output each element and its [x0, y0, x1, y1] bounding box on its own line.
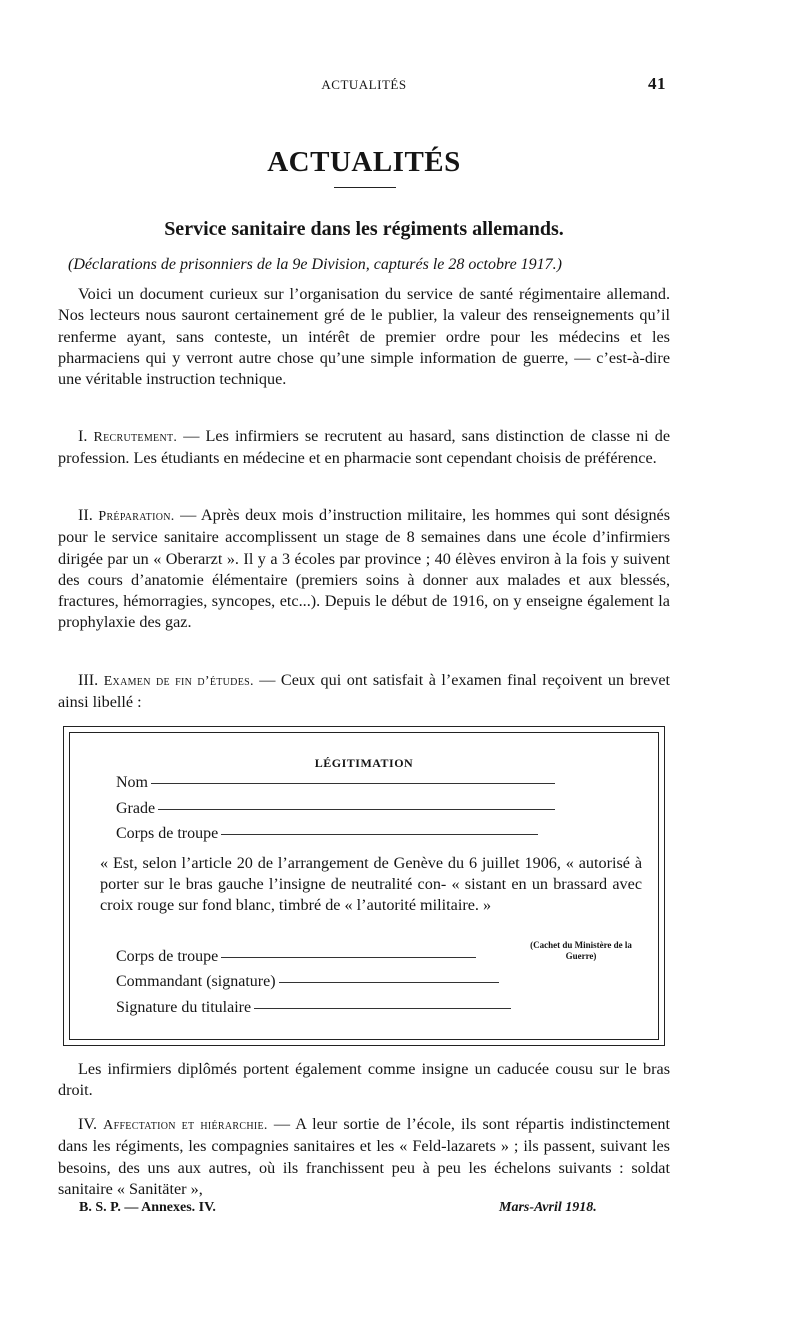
- blank-line: [151, 782, 555, 784]
- article-subtitle: Service sanitaire dans les régiments allemands.: [164, 218, 564, 240]
- section-heading: Recrutement.: [93, 430, 178, 445]
- section-number: IV.: [78, 1115, 98, 1133]
- field-corps: [116, 825, 538, 843]
- field-label: Signature du titulaire: [116, 999, 252, 1016]
- intro-paragraph: [58, 284, 670, 390]
- after-box-paragraph: [58, 1059, 670, 1102]
- section-number: I.: [78, 427, 88, 445]
- field-label: Nom: [116, 774, 148, 791]
- section-preparation: [58, 505, 670, 634]
- footer-right: Mars-Avril 1918.: [499, 1200, 597, 1215]
- section-text: — Ceux qui ont satisfait à l’examen final reçoivent un brevet ainsi libellé :: [58, 671, 671, 712]
- page-number: 41: [648, 74, 666, 93]
- field-grade: [116, 800, 555, 818]
- section-text: — Après deux mois d’instruction militaire, les hommes qui sont désignés pour le service sanitaire accomplissent un stage de 8 semaines dans une école d’infirmiers dirigée par un « Oberarzt ». Il y a 3 écoles par province ; 40 élèves environ à la fois y suivent des cours d’anatomie élémentaire (premiers soins à donner aux malades et aux blessés, fractures, hémorragies, syncopes, etc...). Depuis le début de 1916, on y enseigne également la prophylaxie des gaz.: [58, 506, 671, 632]
- field-commandant: [116, 973, 499, 991]
- cachet-note: (Cachet du Ministère de la Guerre): [530, 940, 632, 961]
- declaration-note: (Déclarations de prisonniers de la 9e Division, capturés le 28 octobre 1917.): [68, 256, 562, 273]
- section-recrutement: [58, 426, 670, 470]
- section-heading: Préparation.: [98, 509, 175, 524]
- field-label: Corps de troupe: [116, 948, 219, 965]
- blank-line: [221, 833, 538, 835]
- blank-line: [158, 808, 555, 810]
- section-text: — Les infirmiers se recrutent au hasard, sans distinction de classe ni de profession. Les étudiants en médecine et en pharmacie sont cependant choisis de préférence.: [58, 427, 671, 468]
- blank-line: [221, 956, 476, 958]
- field-label: Commandant (signature): [116, 973, 276, 990]
- intro-text: Voici un document curieux sur l’organisation du service de santé régimentaire allemand. Nos lecteurs nous sauront certainement gré de le publier, la valeur des renseignements qu’il renferme ayant, sans conteste, un intérêt de premier ordre pour les médecins et les pharmaciens qui y verront autre chose qu’une simple information de guerre, — c’est-à-dire une véritable instruction technique.: [58, 285, 670, 389]
- section-heading: Affectation et hiérarchie.: [103, 1118, 268, 1133]
- certificate-box: [63, 726, 665, 1046]
- certificate-title: LÉGITIMATION: [314, 756, 414, 770]
- section-number: II.: [78, 506, 93, 524]
- field-corps-2: [116, 948, 476, 966]
- section-number: III.: [78, 671, 99, 689]
- after-box-text: Les infirmiers diplômés portent également comme insigne un caducée cousu sur le bras droit.: [58, 1060, 670, 1100]
- field-label: Grade: [116, 800, 156, 817]
- page-title: ACTUALITÉS: [267, 146, 461, 178]
- blank-line: [279, 981, 499, 983]
- section-affectation: [58, 1114, 670, 1200]
- document-page: [58, 0, 670, 1339]
- running-header: [58, 74, 670, 97]
- field-signature: [116, 999, 511, 1017]
- field-label: Corps de troupe: [116, 825, 219, 842]
- section-text: — A leur sortie de l’école, ils sont répartis indistinctement dans les régiments, les compagnies sanitaires et les « Feld-lazarets » ; ils passent, suivant les besoins, des uns aux autres, où ils franchissent peu à peu les échelons suivants : soldat sanitaire « Sanitäter »,: [58, 1115, 671, 1198]
- certificate-quote: « Est, selon l’article 20 de l’arrangement de Genève du 6 juillet 1906, « autorisé à porter sur le bras gauche l’insigne de neutralité con- « sistant en un brassard avec croix rouge sur fond blanc, timbré de « l’autorité militaire. »: [100, 854, 642, 914]
- running-title: ACTUALITÉS: [321, 77, 407, 92]
- section-examen: [58, 670, 670, 714]
- footer-left: B. S. P. — Annexes. IV.: [79, 1200, 216, 1215]
- certificate-inner-frame: [69, 732, 659, 1040]
- section-heading: Examen de fin d’études.: [103, 674, 254, 689]
- blank-line: [254, 1007, 511, 1009]
- title-divider: [334, 187, 396, 188]
- field-nom: [116, 774, 555, 792]
